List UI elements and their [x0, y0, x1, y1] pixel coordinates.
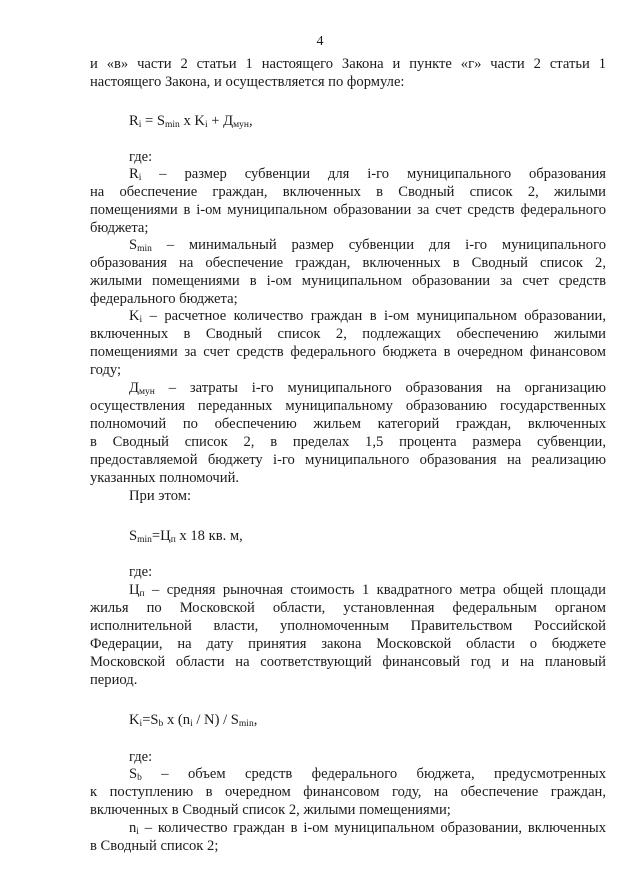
def-r-line-2: на обеспечение граждан, включенных в Сводный список 2, жилыми [90, 184, 606, 200]
def-c-line-4: Федерации, на дату принятия закона Московской области о бюджете [90, 636, 606, 652]
def-k-line-1: $K_i$ – расчетное количество граждан в i-ом муниципальном образовании, [129, 308, 606, 325]
def-sb-line-2: к поступлению в очередном финансовом году, на обеспечение граждан, [90, 784, 606, 800]
def-d-line-6: указанных полномочий. [90, 470, 240, 486]
def-c-line-1: $Ц_п$ – средняя рыночная стоимость 1 квадратного метра общей площади [129, 582, 606, 599]
def-sb-line-3: включенных в Сводный список 2, жилыми помещениями; [90, 802, 451, 818]
def-r-line-3: помещениями в i-ом муниципальном образовании за счет средств федерального [90, 202, 606, 218]
def-c-line-3: исполнительной власти, уполномоченным Правительством Российской [90, 618, 606, 634]
where-label: где: [129, 149, 153, 165]
def-smin-line-4: федерального бюджета; [90, 291, 238, 307]
def-smin-line-3: жилыми помещениями в i-ом муниципальном образовании за счет средств [90, 273, 606, 289]
def-smin-line-2: образования на обеспечение граждан, включенных в Сводный список 2, [90, 255, 606, 271]
def-smin-line-1: $S_{min}$ – минимальный размер субвенции для i-го муниципального [129, 237, 606, 254]
def-c-line-2: жилья по Московской области, установленная федеральным органом [90, 600, 606, 616]
def-d-line-1: $Д_{мун}$ – затраты i-го муниципального образования на организацию [129, 380, 606, 397]
def-c-line-5: Московской области на соответствующий финансовый год и на плановый [90, 654, 606, 670]
page-number: 4 [316, 34, 324, 49]
def-d-line-2: осуществления переданных муниципальному образованию государственных [90, 398, 606, 414]
formula-smin: $S_{min}=Ц_п$ x 18 кв. м, [129, 528, 243, 545]
def-k-line-4: году; [90, 362, 122, 378]
def-sb-line-1: $S_b$ – объем средств федерального бюджета, предусмотренных [129, 766, 606, 783]
def-k-line-2: включенных в Сводный список 2, подлежащих обеспечению жилыми [90, 326, 606, 342]
def-n-line-1: $n_i$ – количество граждан в i-ом муниципальном образовании, включенных [129, 820, 606, 837]
where-label-3: где: [129, 749, 153, 765]
intro-line-2: настоящего Закона, и осуществляется по формуле: [90, 74, 405, 90]
intro-line-1: и «в» части 2 статьи 1 настоящего Закона и пункте «г» части 2 статьи 1 [90, 56, 606, 72]
def-n-line-2: в Сводный список 2; [90, 838, 219, 854]
formula-k: $K_i=S_b$ x $(n_i / N) / S_{min}$, [129, 712, 258, 729]
where-label-2: где: [129, 564, 153, 580]
def-d-line-5: предоставляемой бюджету i-го муниципального образования на реализацию [90, 452, 606, 468]
pri-etom-label: При этом: [129, 488, 192, 504]
def-k-line-3: помещениями за счет средств федерального бюджета в очередном финансовом [90, 344, 606, 360]
def-r-line-4: бюджета; [90, 220, 149, 236]
def-r-line-1: $R_i$ – размер субвенции для i-го муниципального образования [129, 166, 606, 183]
def-c-line-6: период. [90, 672, 138, 688]
formula-subvention: $R_i = S_{min}$ x $K_i + Д_{мун}$, [129, 113, 253, 130]
def-d-line-3: полномочий по обеспечению жильем категорий граждан, включенных [90, 416, 606, 432]
def-d-line-4: в Сводный список 2, в пределах 1,5 процента размера субвенции, [90, 434, 606, 450]
